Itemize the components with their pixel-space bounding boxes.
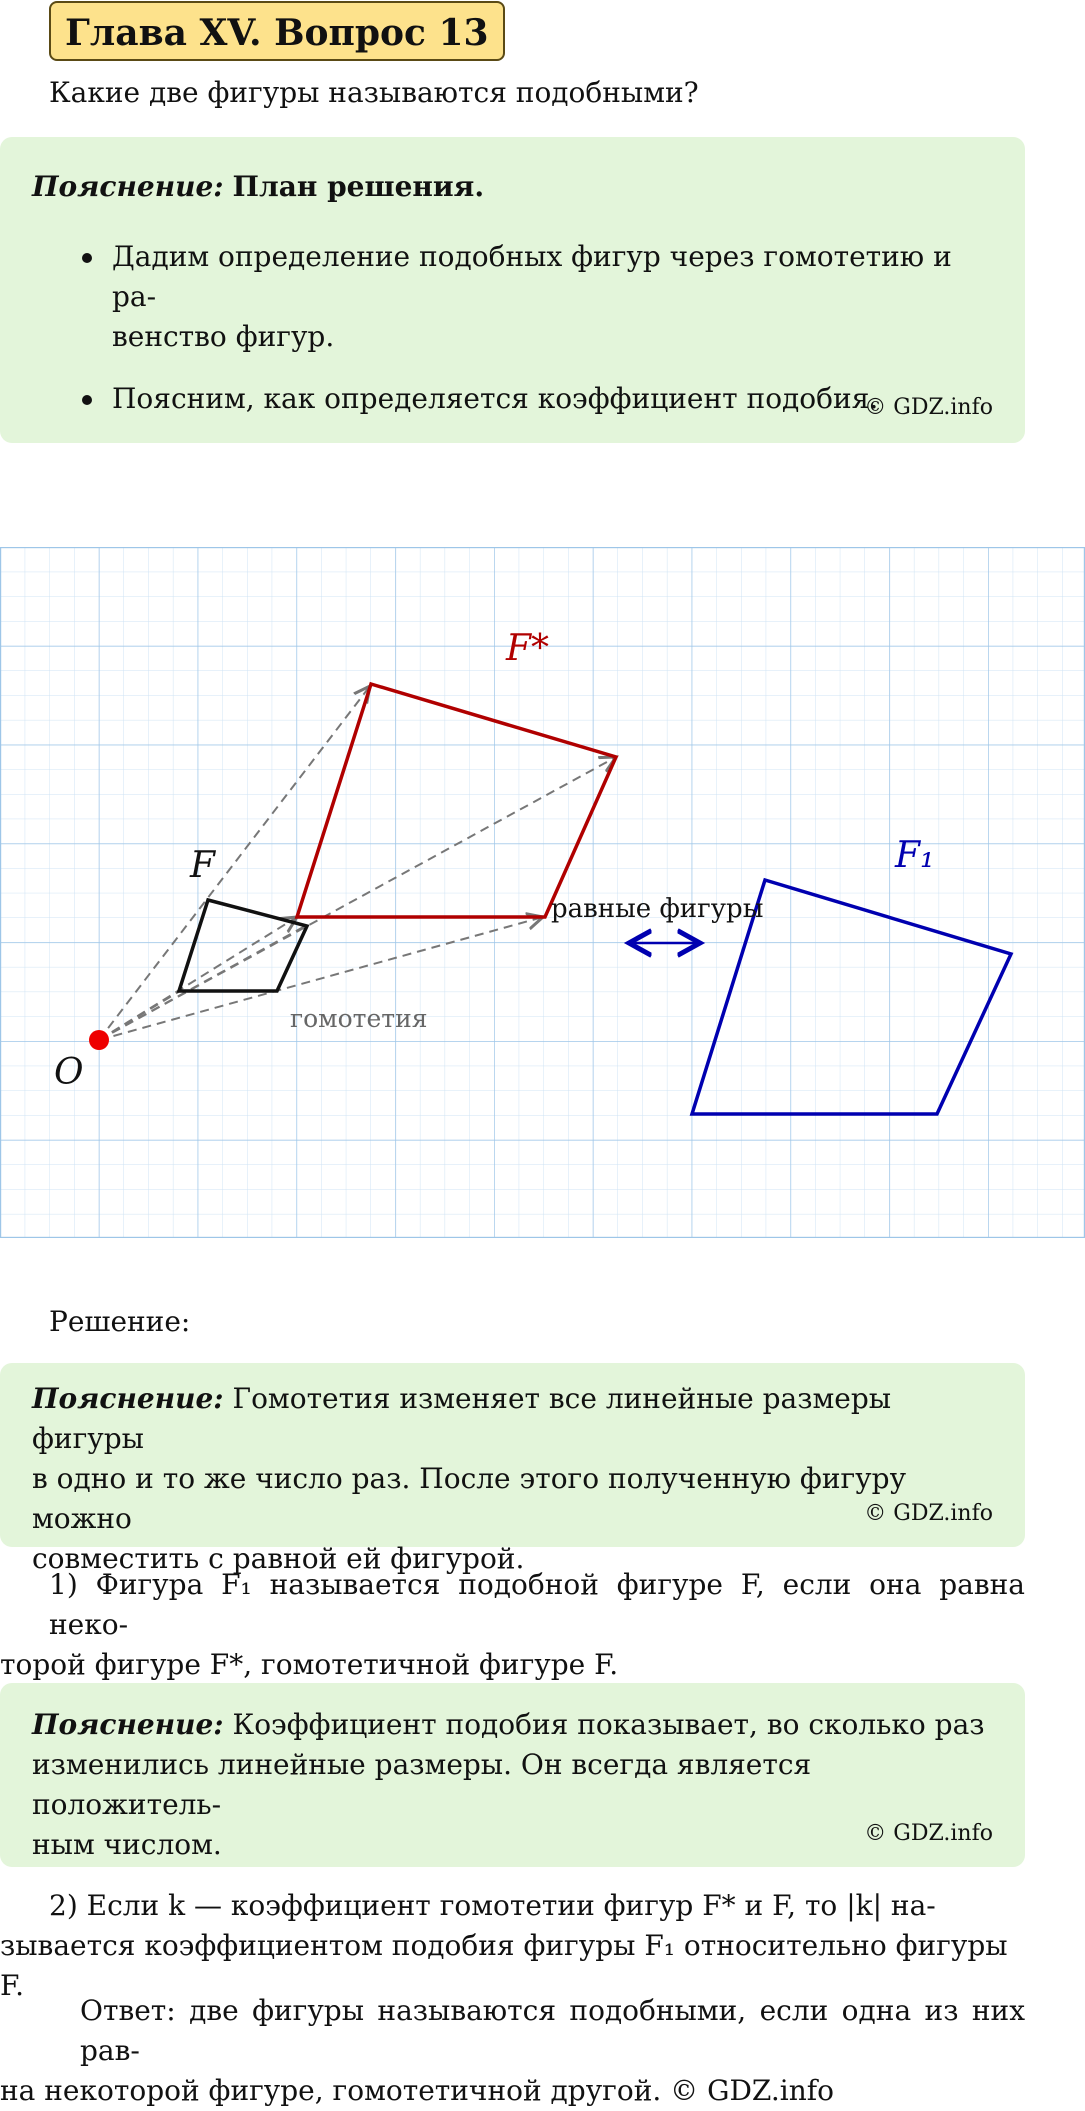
list-item [32,237,993,357]
answer-line: на некоторой фигуре, гомотетичной другой. [0,2074,662,2107]
explanation-box-homothety [0,1363,1025,1575]
copyright-note: © GDZ.info [864,1501,993,1526]
label-homothety: гомотетия [290,1004,428,1033]
plan-heading: План решения. [232,170,485,203]
coefficient-paragraph [0,1886,1025,2006]
explanation-text: совместить с равной ей фигурой. [32,1542,525,1575]
label-O: O [54,1052,84,1093]
definition-paragraph [0,1565,1025,1685]
answer-line: Ответ: две фигуры называются подобными, если одна из них рав- [80,1994,1025,2067]
paragraph-line: зывается коэффициентом подобия фигуры F₁ относительно фигуры [0,1929,1008,1962]
explanation-text: Гомотетия изменяет все линейные размеры фигуры [32,1382,892,1455]
list-item [32,379,993,419]
label-F: F [190,845,215,886]
explanation-text: изменились линейные размеры. Он всегда является положитель- [32,1748,812,1821]
explanation-box-coefficient [0,1683,1025,1867]
explanation-label: Пояснение: [32,1708,224,1741]
label-F1: F₁ [895,835,935,876]
explanation-label: Пояснение: [32,1382,224,1415]
explanation-text: в одно и то же число раз. После этого полученную фигуру можно [32,1462,907,1535]
paragraph-line: торой фигуре F*, гомотетичной фигуре F. [0,1648,619,1681]
bullet-text: Поясним, как определяется коэффициент подобия. [112,382,879,415]
bullet-text: Дадим определение подобных фигур через гомотетию и ра- [112,240,952,313]
explanation-text: Коэффициент подобия показывает, во сколько раз [232,1708,985,1741]
label-F-star: F* [506,628,549,669]
question-text: Какие две фигуры называются подобными? [49,76,699,109]
label-equal-figures: равные фигуры [551,894,764,924]
bullet-text: венство фигур. [112,320,335,353]
paragraph-line: F. [0,1969,24,2002]
explanation-box-plan [0,137,1025,443]
paragraph-line: 1) Фигура F₁ называется подобной фигуре F, если она равна неко- [49,1568,1025,1641]
paragraph-line: 2) Если k — коэффициент гомотетии фигур F* и F, то |k| на- [49,1889,936,1922]
copyright-note: © GDZ.info [670,2074,834,2107]
page-title: Глава XV. Вопрос 13 [49,1,505,61]
solution-label: Решение: [49,1305,191,1338]
copyright-note: © GDZ.info [864,1821,993,1846]
similarity-figure [0,547,1085,1238]
point-O [89,1030,109,1050]
answer-paragraph [0,1991,1025,2111]
explanation-label: Пояснение: [32,170,224,203]
explanation-text: ным числом. [32,1828,222,1861]
copyright-note: © GDZ.info [864,395,993,420]
figure-canvas [0,547,1085,1238]
